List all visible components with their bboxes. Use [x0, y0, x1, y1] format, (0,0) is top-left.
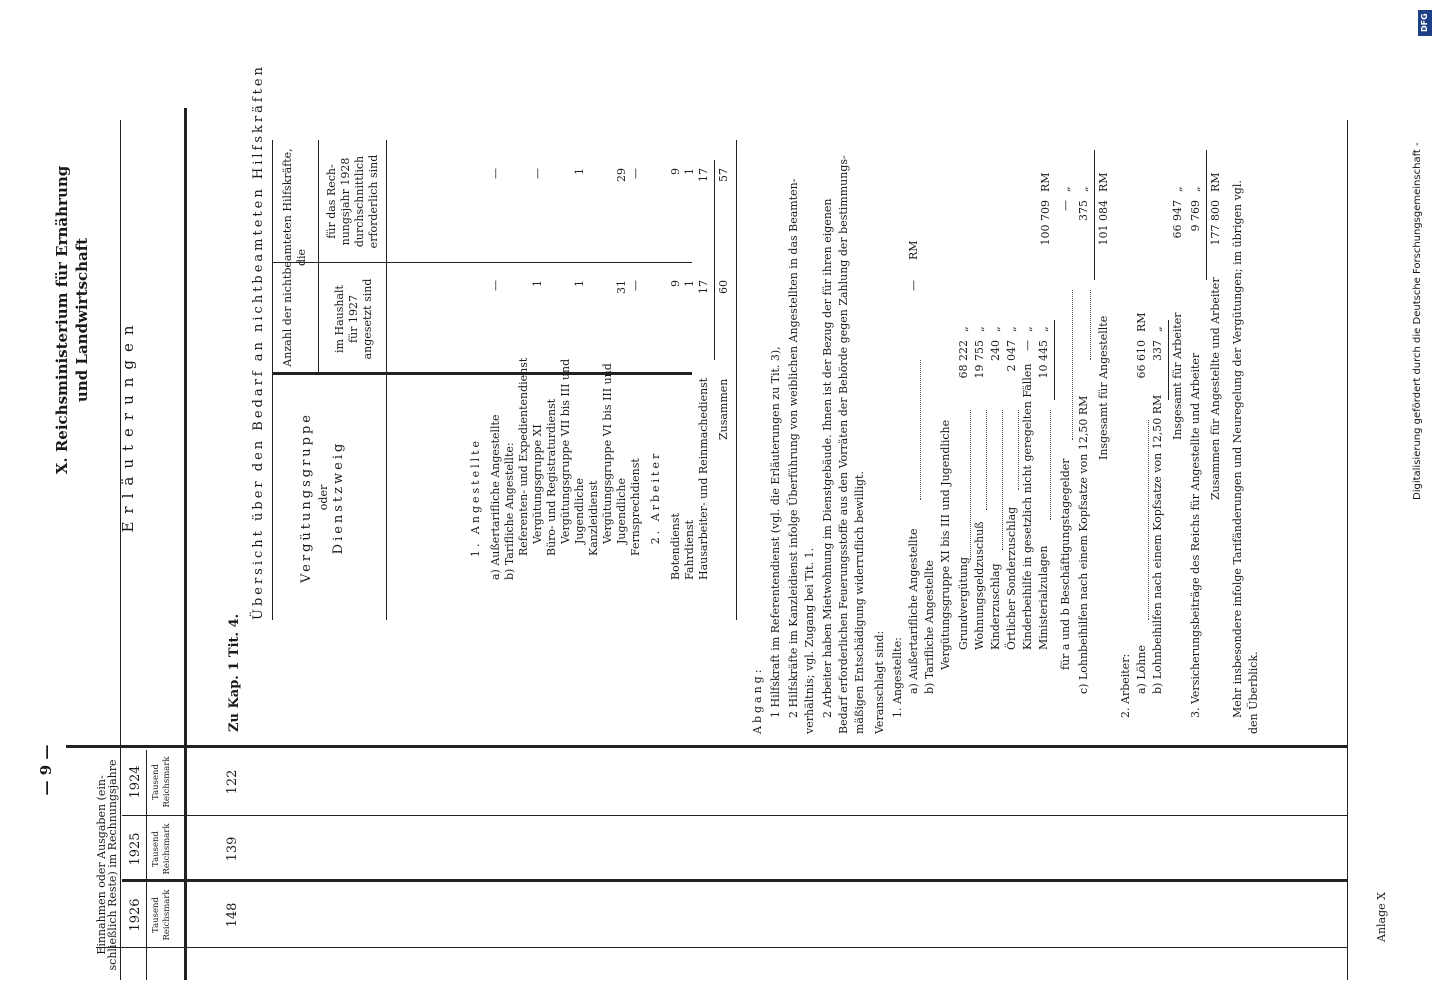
note-l2: den Überblick.	[1247, 651, 1260, 734]
workers-sum-rule	[1168, 320, 1169, 400]
estimate-sec2: 2. Arbeiter:	[1119, 653, 1132, 718]
value-1924: 122	[225, 769, 240, 795]
estimate-title: Veranschlagt sind:	[873, 630, 886, 734]
col1928-head-1: für das Rech-	[325, 164, 338, 239]
row-w3: Hausarbeiter- und Reinmachedienst	[697, 377, 710, 580]
abgang-p2-l2: verhältnis; vgl. Zugang bei Tit. 1.	[803, 547, 816, 734]
note-l1: Mehr insbesondere infolge Tarifänderungen und Neuregelung der Vergütungen; im übrigen vgl.	[1231, 180, 1244, 718]
estimate-a-value: —	[907, 280, 920, 291]
row-b3-l2: Vergütungsgruppe VI bis III und	[601, 363, 614, 544]
col-rule-left	[96, 947, 1347, 948]
estimate-b-sub: Vergütungsgruppe XI bis III und Jugendliche	[939, 419, 952, 670]
section-workers: 2. Arbeiter	[649, 450, 662, 545]
abgang-p2-l1: 2 Hilfskräfte im Kanzleidienst infolge Überführung von weiblichen Angestellten in das Beamten-	[787, 178, 800, 718]
sec3-value: 9 769	[1189, 200, 1202, 232]
item-grund: Grundvergütung	[957, 557, 970, 650]
col1927-head-2: für 1927	[347, 295, 360, 343]
v1928-a: —	[489, 168, 502, 179]
grand-label: Zusammen für Angestellte und Arbeiter	[1209, 277, 1222, 500]
w-a-value: 66 610	[1135, 340, 1148, 379]
abgang-p3-l2: Bedarf erforderlichen Feuerungsstoffe aus den Vorräten der Behörde gegen Zahlung der bestimmungs-	[837, 155, 850, 734]
value-1925: 139	[225, 836, 240, 862]
abgang-p1: 1 Hilfskraft im Referentendienst (vgl. die Erläuterungen zu Tit. 3),	[769, 346, 782, 718]
w-a-unit: RM	[1135, 312, 1148, 332]
dots-kinder	[1002, 410, 1003, 550]
estimate-sec1: 1. Angestellte:	[891, 637, 904, 718]
item-wohnung: Wohnungsgeldzuschuß	[973, 521, 986, 650]
count-head-1: Anzahl der nichtbeamteten Hilfskräfte,	[281, 148, 294, 367]
v1927-w3: 17	[697, 280, 710, 294]
overview-head-rule	[386, 140, 387, 620]
row-b2-l2: Vergütungsgruppe VII bis III und	[559, 358, 572, 544]
dots-wohnung	[986, 410, 987, 510]
v1927-w1: 9	[669, 280, 682, 287]
year-1925: 1925	[128, 832, 143, 866]
abgang-p3-l3: mäßigen Entschädigung widerruflich bewilligt.	[853, 471, 866, 734]
estimate-a-unit: RM	[907, 240, 920, 260]
estimate-a-label: a) Außertarifliche Angestellte	[907, 528, 920, 694]
w-b-value: 337	[1151, 340, 1164, 361]
annex-label: Anlage X	[1375, 892, 1388, 942]
c-value: 375	[1077, 200, 1090, 221]
emp-sum-rule	[1094, 150, 1095, 280]
col1928-head-3: durchschnittlich	[353, 155, 366, 248]
v1928-b3: 29	[615, 168, 628, 182]
dfg-logo	[1418, 10, 1432, 36]
dots-minister	[1050, 410, 1051, 520]
digitization-credit: Digitalisierung gefördert durch die Deutsche Forschungsgemeinschaft -	[1412, 142, 1423, 500]
emp-total-label: Insgesamt für Angestellte	[1097, 315, 1110, 460]
v1927-w2: 1	[683, 280, 696, 287]
v1927-a: —	[489, 280, 502, 291]
w-b-ditto: „	[1151, 326, 1164, 332]
grand-sum-rule	[1206, 150, 1207, 280]
item-kinder-value: 240	[989, 340, 1002, 361]
unit-1925-a: Tausend	[151, 831, 161, 867]
v1928-b4: —	[629, 168, 642, 179]
overview-count-rule	[318, 140, 319, 375]
ditto-ort: „	[1005, 326, 1018, 332]
row-b: b) Tarifliche Angestellte:	[503, 442, 516, 580]
item-wohnung-value: 19 755	[973, 340, 986, 379]
workers-total-label: Insgesamt für Arbeiter	[1171, 312, 1184, 440]
ditto-grund: „	[957, 326, 970, 332]
ab-value: —	[1059, 200, 1072, 211]
row-w1: Botendienst	[669, 513, 682, 580]
overview-top-rule	[272, 140, 273, 620]
document-page	[0, 64, 1434, 1000]
value-1926: 148	[225, 902, 240, 928]
v1927-b4: —	[629, 280, 642, 291]
dots-wa	[1148, 420, 1149, 620]
row-b2-l3: Jugendliche	[573, 478, 586, 544]
grand-unit: RM	[1209, 172, 1222, 192]
row-total: Zusammen	[717, 378, 730, 440]
v1928-b1: —	[531, 168, 544, 179]
v1927-b3: 31	[615, 280, 628, 294]
item-beihilfe: Kinderbeihilfe in gesetzlich nicht geregelten Fällen	[1021, 363, 1034, 650]
b-total-unit: RM	[1039, 172, 1052, 192]
dots-ab	[1072, 290, 1073, 440]
workers-total: 66 947	[1171, 200, 1184, 239]
estimate-b-label: b) Tarifliche Angestellte	[923, 560, 936, 694]
emp-total: 101 084	[1097, 200, 1110, 246]
c-label: c) Lohnbeihilfen nach einem Kopfsatze von 12,50 RM	[1077, 395, 1090, 694]
c-ditto: „	[1077, 186, 1090, 192]
workers-total-ditto: „	[1171, 186, 1184, 192]
count-head-2: die	[295, 248, 308, 267]
sec3-ditto: „	[1189, 186, 1202, 192]
b-total: 100 709	[1039, 200, 1052, 246]
v1927-total: 60	[717, 280, 730, 294]
page-number: — 9 —	[37, 744, 55, 796]
section-title: Erläuterungen	[119, 317, 137, 533]
col-group-head-3: Dienstzweig	[331, 440, 346, 555]
overview-title: Übersicht über den Bedarf an nichtbeamteten Hilfskräften	[251, 64, 266, 620]
unit-1924-b: Reichsmark	[162, 756, 172, 808]
items-sum-rule	[1054, 320, 1055, 400]
unit-1926-a: Tausend	[151, 897, 161, 933]
ab-label: für a und b Beschäftigungstagegelder	[1059, 458, 1072, 670]
overview-sum-rule	[714, 160, 715, 360]
dfg-logo-text: DFG	[1420, 13, 1429, 32]
row-b3-l1: Kanzleidienst	[587, 480, 600, 556]
years-header-line1: Einnahmen oder Ausgaben (ein-	[95, 775, 108, 955]
year-1924: 1924	[128, 765, 143, 799]
col-group-head-1: Vergütungsgruppe	[299, 412, 314, 584]
bottom-rule	[1347, 120, 1348, 980]
years-row-rule	[146, 750, 147, 980]
row-b1-l1: Referenten- und Expedientendienst	[517, 357, 530, 556]
item-grund-value: 68 222	[957, 340, 970, 379]
col-rule-main	[66, 745, 1347, 748]
unit-1926-b: Reichsmark	[162, 889, 172, 941]
w-b-label: b) Lohnbeihilfen nach einem Kopfsatze von 12,50 RM	[1151, 394, 1164, 694]
reference: Zu Kap. 1 Tit. 4.	[227, 613, 242, 732]
abgang-title: Abgang:	[751, 666, 764, 734]
ab-ditto: „	[1059, 186, 1072, 192]
section-employees: 1. Angestellte	[469, 437, 482, 558]
ditto-minister: „	[1037, 326, 1050, 332]
row-b2-l1: Büro- und Registraturdienst	[545, 398, 558, 556]
year-1926: 1926	[128, 898, 143, 932]
item-beihilfe-value: —	[1021, 340, 1034, 351]
col1928-head-4: erforderlich sind	[367, 154, 380, 249]
v1927-b1: 1	[531, 280, 544, 287]
estimate-sec3: 3. Versicherungsbeiträge des Reichs für Angestellte und Arbeiter	[1189, 352, 1202, 718]
item-minister: Ministerialzulagen	[1037, 545, 1050, 650]
dots-grund	[970, 410, 971, 560]
item-minister-value: 10 445	[1037, 340, 1050, 379]
row-b3-l3: Jugendliche	[615, 478, 628, 544]
v1928-total: 57	[717, 168, 730, 182]
v1928-b2: 1	[573, 168, 586, 175]
overview-bottom-rule	[736, 140, 737, 620]
item-ort: Örtlicher Sonderzuschlag	[1005, 506, 1018, 650]
w-a-label: a) Löhne	[1135, 645, 1148, 694]
col-group-head-2: oder	[317, 484, 330, 511]
row-w2: Fahrdienst	[683, 519, 696, 580]
v1927-b2: 1	[573, 280, 586, 287]
ditto-kinder: „	[989, 326, 1002, 332]
col-rule-1925	[122, 815, 1347, 816]
item-kinder: Kinderzuschlag	[989, 563, 1002, 650]
col-rule-1926	[122, 879, 1347, 882]
years-header-line2: schließlich Reste) im Rechnungsjahre	[106, 759, 119, 971]
v1928-w2: 1	[683, 168, 696, 175]
chapter-title-line1: X. Reichsministerium für Ernährung	[53, 165, 71, 475]
ditto-wohnung: „	[973, 326, 986, 332]
row-b4: Fernsprechdienst	[629, 458, 642, 556]
col1928-head-2: nungsjahr 1928	[339, 157, 352, 246]
unit-1924-a: Tausend	[151, 764, 161, 800]
emp-total-unit: RM	[1097, 172, 1110, 192]
v1928-w3: 17	[697, 168, 710, 182]
top-rule	[184, 108, 187, 980]
v1928-w1: 9	[669, 168, 682, 175]
dots-c	[1090, 290, 1091, 360]
row-a: a) Außertarifliche Angestellte	[489, 414, 502, 580]
unit-1925-b: Reichsmark	[162, 823, 172, 875]
item-ort-value: 2 047	[1005, 340, 1018, 372]
dots-ort	[1018, 410, 1019, 490]
grand-total: 177 800	[1209, 200, 1222, 246]
col1927-head-1: im Haushalt	[333, 285, 346, 353]
abgang-p3-l1: 2 Arbeiter haben Mietwohnung im Dienstgebäude. Ihnen ist der Bezug der für ihren eigenen	[821, 198, 834, 718]
dots-a	[920, 360, 921, 500]
chapter-title-line2: und Landwirtschaft	[73, 237, 91, 403]
col1927-head-3: angesetzt sind	[361, 278, 374, 360]
row-b1-l2: Vergütungsgruppe XI	[531, 424, 544, 544]
ditto-beihilfe: „	[1021, 326, 1034, 332]
